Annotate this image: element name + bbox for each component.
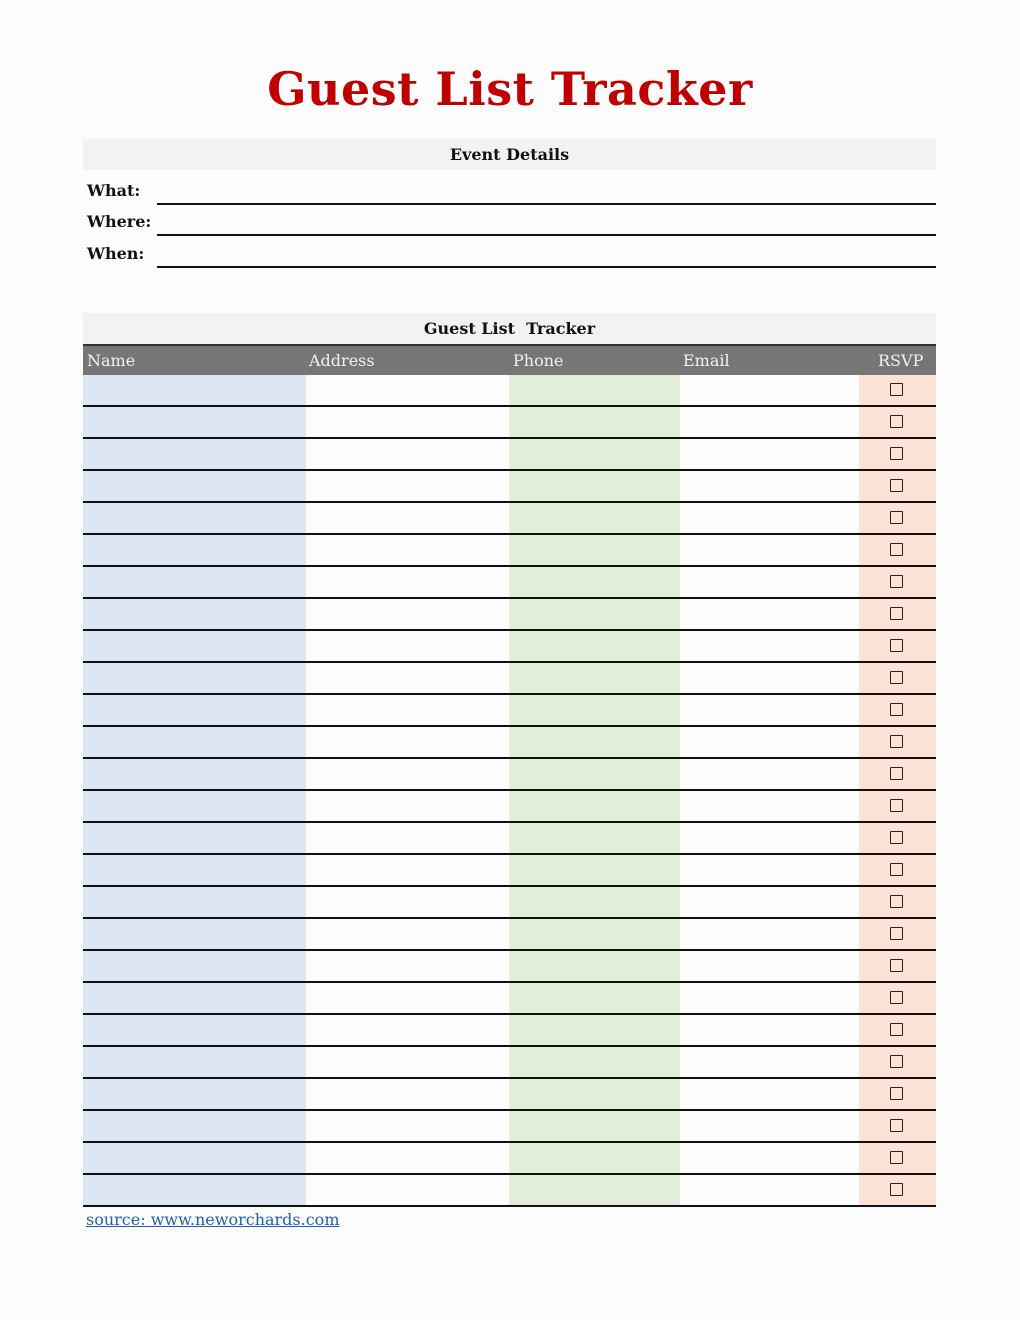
rsvp-checkbox[interactable] — [890, 1119, 903, 1132]
table-row[interactable] — [83, 375, 936, 407]
rsvp-checkbox[interactable] — [890, 831, 903, 844]
table-row[interactable] — [83, 1143, 936, 1175]
table-row[interactable] — [83, 1047, 936, 1079]
event-where-row[interactable] — [83, 210, 936, 234]
rsvp-checkbox[interactable] — [890, 1087, 903, 1100]
table-row[interactable] — [83, 759, 936, 791]
table-row[interactable] — [83, 791, 936, 823]
table-row[interactable] — [83, 983, 936, 1015]
table-row[interactable] — [83, 407, 936, 439]
rsvp-checkbox[interactable] — [890, 447, 903, 460]
table-row[interactable] — [83, 567, 936, 599]
table-row[interactable] — [83, 471, 936, 503]
event-what-row[interactable] — [83, 179, 936, 203]
table-row[interactable] — [83, 631, 936, 663]
table-row[interactable] — [83, 1015, 936, 1047]
rsvp-checkbox[interactable] — [890, 415, 903, 428]
guest-list-header: Guest List Tracker — [83, 313, 936, 344]
rsvp-checkbox[interactable] — [890, 1183, 903, 1196]
rsvp-checkbox[interactable] — [890, 479, 903, 492]
table-row[interactable] — [83, 919, 936, 951]
when-label: When: — [87, 244, 145, 263]
rsvp-checkbox[interactable] — [890, 703, 903, 716]
table-row[interactable] — [83, 855, 936, 887]
rsvp-checkbox[interactable] — [890, 575, 903, 588]
table-row[interactable] — [83, 695, 936, 727]
rsvp-checkbox[interactable] — [890, 863, 903, 876]
rsvp-checkbox[interactable] — [890, 799, 903, 812]
where-label: Where: — [87, 212, 152, 231]
table-row[interactable] — [83, 823, 936, 855]
when-line[interactable] — [157, 266, 936, 268]
rsvp-checkbox[interactable] — [890, 671, 903, 684]
table-row[interactable] — [83, 727, 936, 759]
column-header-phone: Phone — [513, 351, 564, 370]
rsvp-checkbox[interactable] — [890, 511, 903, 524]
rsvp-checkbox[interactable] — [890, 1055, 903, 1068]
source-link[interactable]: source: www.neworchards.com — [86, 1210, 340, 1229]
rsvp-checkbox[interactable] — [890, 895, 903, 908]
rsvp-checkbox[interactable] — [890, 607, 903, 620]
event-details-header: Event Details — [83, 139, 936, 170]
page-title: Guest List Tracker — [267, 62, 753, 116]
guest-table — [83, 344, 936, 1207]
table-row[interactable] — [83, 503, 936, 535]
rsvp-checkbox[interactable] — [890, 959, 903, 972]
rsvp-checkbox[interactable] — [890, 927, 903, 940]
column-header-rsvp: RSVP — [878, 351, 924, 370]
table-row[interactable] — [83, 663, 936, 695]
rsvp-checkbox[interactable] — [890, 991, 903, 1004]
rsvp-checkbox[interactable] — [890, 735, 903, 748]
table-body — [83, 375, 936, 1207]
table-row[interactable] — [83, 1111, 936, 1143]
rsvp-checkbox[interactable] — [890, 767, 903, 780]
rsvp-checkbox[interactable] — [890, 639, 903, 652]
event-when-row[interactable] — [83, 242, 936, 266]
what-line[interactable] — [157, 203, 936, 205]
rsvp-checkbox[interactable] — [890, 1023, 903, 1036]
rsvp-checkbox[interactable] — [890, 383, 903, 396]
table-row[interactable] — [83, 439, 936, 471]
table-header-row — [83, 344, 936, 375]
table-row[interactable] — [83, 535, 936, 567]
column-header-email: Email — [683, 351, 730, 370]
column-header-address: Address — [309, 351, 375, 370]
table-row[interactable] — [83, 1079, 936, 1111]
table-row[interactable] — [83, 1175, 936, 1207]
table-row[interactable] — [83, 599, 936, 631]
column-header-name: Name — [87, 351, 136, 370]
table-row[interactable] — [83, 887, 936, 919]
rsvp-checkbox[interactable] — [890, 1151, 903, 1164]
rsvp-checkbox[interactable] — [890, 543, 903, 556]
where-line[interactable] — [157, 234, 936, 236]
what-label: What: — [87, 181, 141, 200]
table-row[interactable] — [83, 951, 936, 983]
